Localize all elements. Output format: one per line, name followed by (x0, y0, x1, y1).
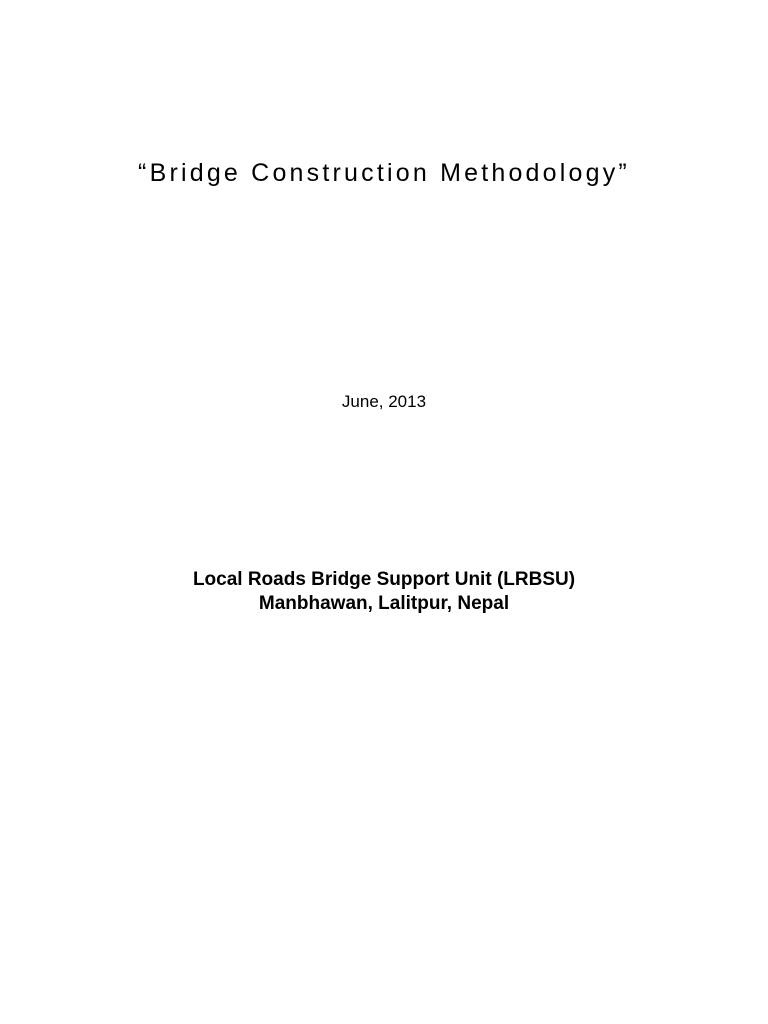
document-title: “Bridge Construction Methodology” (138, 159, 630, 187)
document-date: June, 2013 (341, 392, 427, 411)
organization-name: Local Roads Bridge Support Unit (LRBSU) (192, 569, 576, 590)
organization-address: Manbhawan, Lalitpur, Nepal (258, 593, 510, 614)
organization-block (0, 568, 768, 616)
